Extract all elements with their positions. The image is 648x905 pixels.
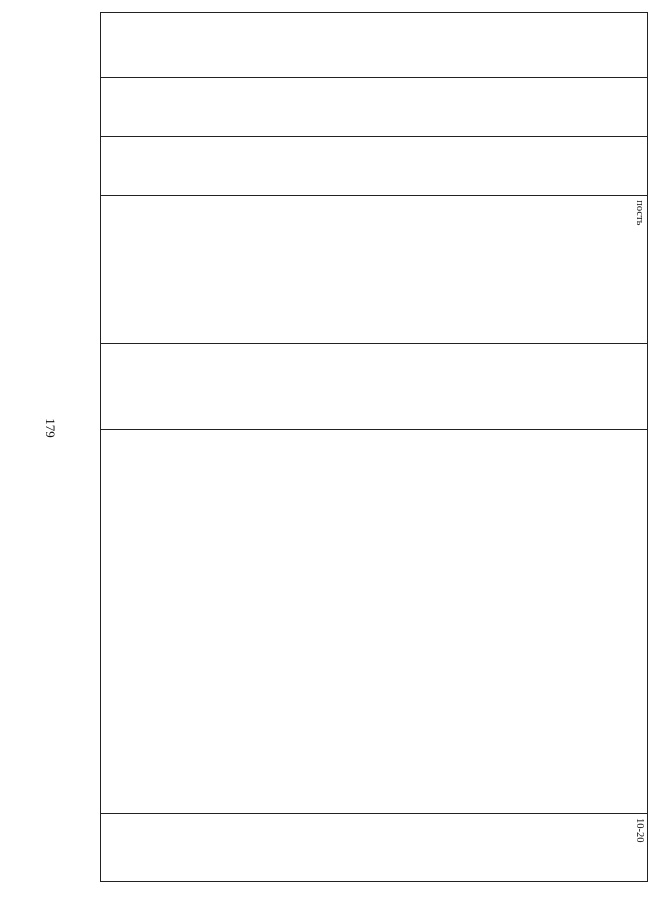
- table-cell: [101, 78, 648, 137]
- table-cell: пость: [101, 196, 648, 344]
- score-cell: 10-20: [101, 813, 648, 881]
- table-cell: [101, 344, 648, 430]
- page-number: 179: [42, 418, 58, 438]
- table-row: [101, 13, 648, 882]
- document-table: [100, 12, 648, 882]
- table-cell: [101, 137, 648, 196]
- table-cell: [101, 13, 648, 78]
- table-cell: [101, 429, 648, 813]
